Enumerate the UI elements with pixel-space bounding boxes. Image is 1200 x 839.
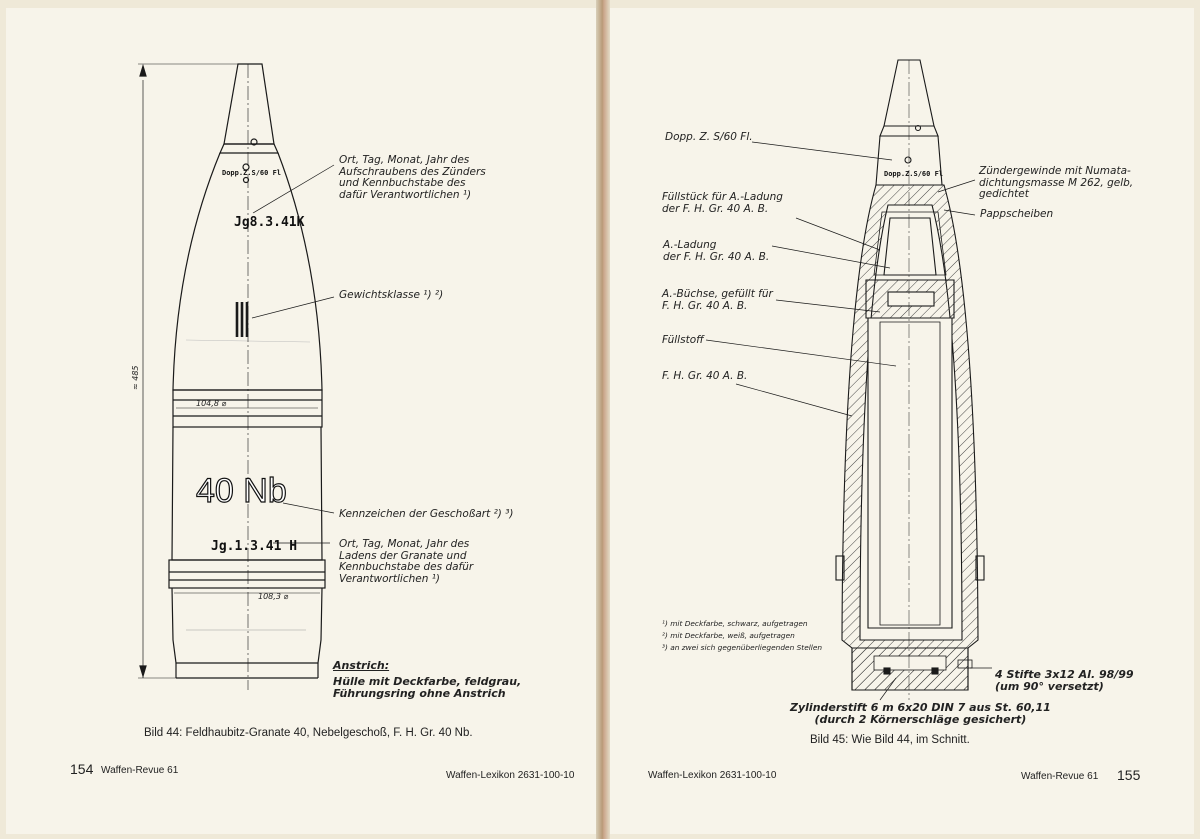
annotation-fuze-date: Ort, Tag, Monat, Jahr des Aufschraubens des Zünders und Kennbuchstabe des dafür Verantwortlichen ¹) <box>339 154 486 201</box>
paint-title: Anstrich: <box>333 659 390 672</box>
length-label: ≈ 485 <box>131 365 140 390</box>
annotation-a-canister: A.-Büchse, gefüllt für F. H. Gr. 40 A. B. <box>662 288 773 312</box>
annotation-pappscheiben: Pappscheiben <box>980 208 1054 220</box>
annotation-a-charge: A.-Ladung der F. H. Gr. 40 A. B. <box>663 239 770 263</box>
footnote-1: ¹) mit Deckfarbe, schwarz, aufgetragen <box>662 619 808 628</box>
upper-diameter-label: 104,8 ⌀ <box>196 399 227 408</box>
footer-left-lexicon: Waffen-Lexikon 2631-100-10 <box>446 770 575 781</box>
footnote-3: ³) an zwei sich gegenüberliegenden Stellen <box>662 643 823 652</box>
annotation-thread: Zündergewinde mit Numata- dichtungsmasse M 262, gelb, gedichtet <box>979 165 1134 200</box>
annotation-pins: 4 Stifte 3x12 Al. 98/99 (um 90° versetzt) <box>995 668 1134 693</box>
section-fuze-marking: Dopp.Z.S/60 Fl <box>884 170 944 178</box>
footer-right-lexicon: Waffen-Lexikon 2631-100-10 <box>648 770 777 781</box>
fuze-marking: Dopp.Z.S/60 Fl <box>222 169 282 177</box>
annotation-weight-class: Gewichtsklasse ¹) ²) <box>339 289 444 301</box>
annotation-loading-date: Ort, Tag, Monat, Jahr des Ladens der Granate und Kennbuchstabe des dafür Verantwortlichen ¹) <box>339 538 474 585</box>
annotation-fuellstoff: Füllstoff <box>662 334 704 346</box>
lower-diameter-label: 108,3 ⌀ <box>258 592 289 601</box>
annotation-shell-type: Kennzeichen der Geschoßart ²) ³) <box>339 508 514 520</box>
figure-caption-45: Bild 45: Wie Bild 44, im Schnitt. <box>810 734 970 746</box>
annotation-cylinder-pin: Zylinderstift 6 m 6x20 DIN 7 aus St. 60,11 (durch 2 Körnerschläge gesichert) <box>790 701 1051 726</box>
date-stamp-top: Jg8.3.41K <box>234 215 305 230</box>
shell-type-code: 40 Nb <box>196 472 287 510</box>
footnote-2: ²) mit Deckfarbe, weiß, aufgetragen <box>662 631 795 640</box>
date-stamp-bottom: Jg.1.3.41 H <box>211 539 298 554</box>
page-number-right: 155 <box>1117 767 1141 783</box>
paint-text: Hülle mit Deckfarbe, feldgrau, Führungsring ohne Anstrich <box>333 675 522 700</box>
footer-right-journal: Waffen-Revue 61 <box>1021 771 1099 782</box>
annotation-fuze: Dopp. Z. S/60 Fl. <box>665 131 753 143</box>
annotation-fh-gr: F. H. Gr. 40 A. B. <box>662 370 748 382</box>
footer-left-journal: Waffen-Revue 61 <box>101 765 179 776</box>
figure-caption-44: Bild 44: Feldhaubitz-Granate 40, Nebelgeschoß, F. H. Gr. 40 Nb. <box>144 727 473 739</box>
page-number-left: 154 <box>70 761 94 777</box>
annotation-filler-piece: Füllstück für A.-Ladung der F. H. Gr. 40 A. B. <box>662 191 783 215</box>
